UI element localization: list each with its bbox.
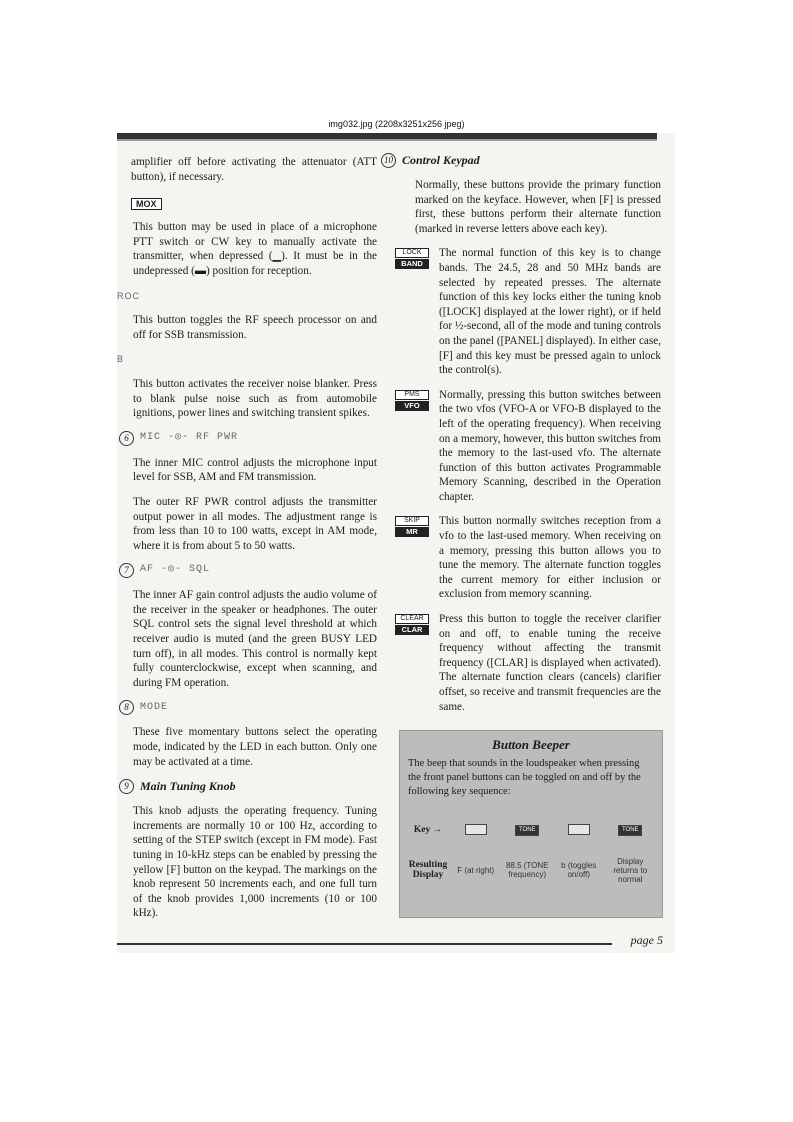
band-key: BAND	[395, 259, 429, 269]
mr-key: MR	[395, 527, 429, 537]
top-rule-shadow	[117, 139, 657, 141]
keypad-paragraph: Normally, these buttons provide the primary function marked on the keyface. However, when [F] is pressed first, these buttons perform their alternate function (marked in reverse letters above each key).	[415, 179, 661, 235]
nb-paragraph: This button activates the receiver noise blanker. Press to blank pulse noise such as from automobile ignitions, power lines and switching transient spikes.	[133, 377, 377, 420]
key-tone-1: TONE	[502, 824, 554, 836]
footer-rule	[117, 943, 612, 945]
right-column	[384, 151, 661, 724]
vfo-key-entry	[395, 388, 661, 505]
section-number: 8	[119, 700, 134, 715]
section-9-heading	[119, 779, 377, 794]
display-3: b (toggles on/off)	[561, 861, 597, 879]
mox-label: MOX	[131, 198, 162, 210]
mic-paragraph: The inner MIC control adjusts the microphone input level for SSB, AM and FM transmission.	[133, 456, 377, 484]
section-title: MODE	[140, 701, 169, 713]
band-key-entry	[395, 246, 661, 377]
section-title: MIC -◎- RF PWR	[140, 431, 239, 443]
band-paragraph: The normal function of this key is to change bands. The 24.5, 28 and 50 MHz bands are selected by repeated presses. The alternate function of this key locks either the tuning knob ([LOCK] displayed at the lower right), or if held for ½-second, all of the mode and tuning controls on the panel ([PANEL] displayed). In either case, [F] and this key must be pressed again to unlock the control(s).	[439, 247, 661, 377]
section-number: 10	[381, 153, 396, 168]
section-title: Main Tuning Knob	[140, 779, 236, 794]
key-header: Key →	[413, 825, 443, 835]
mr-paragraph: This button normally switches reception from a vfo to the last-used memory. When receiving on a memory, pressing this button allows you to tune the memory. The alternate function toggles the current memory for either inclusion or exclusion from memory scanning.	[439, 515, 661, 601]
section-title: AF -◎- SQL	[140, 564, 211, 576]
vfo-key-icon	[395, 390, 429, 411]
display-header: Resulting Display	[408, 860, 448, 880]
pms-key-alt: PMS	[395, 390, 429, 400]
beeper-display-row	[406, 847, 656, 893]
key-f-2	[553, 824, 605, 837]
nb-label: B	[117, 354, 125, 365]
knob-paragraph: This knob adjusts the operating frequency. Tuning increments are normally 10 or 100 Hz, according to setting of the STEP switch (except in FM mode). Fast tuning in 10-kHz steps can be enabled by pressing the yellow [F] button on the keypad. The markings on the knob represent 50 increments each, and one full turn of the knob provides 1,000 increments (10 or 100 kHz).	[133, 805, 377, 920]
clar-key-icon	[395, 614, 429, 635]
section-number: 9	[119, 779, 134, 794]
clar-key-entry	[395, 612, 661, 714]
button-beeper-box	[399, 730, 663, 918]
band-key-icon	[395, 248, 429, 269]
section-title: Control Keypad	[402, 153, 480, 168]
clar-paragraph: Press this button to toggle the receiver clarifier on and off, to enable tuning the receive frequency without affecting the transmit frequency ([CLAR] is displayed when activated). The alternate function clears (cancels) clarifier offset, so receive and transmit frequencies are the same.	[439, 613, 661, 713]
beeper-text: The beep that sounds in the loudspeaker when pressing the front panel buttons can be toggled on and off by the following key sequence:	[408, 758, 641, 797]
display-4: Display returns to normal	[613, 856, 648, 884]
af-paragraph: The inner AF gain control adjusts the audio volume of the receiver in the speaker or headphones. The outer SQL control sets the signal level threshold at which receiver audio is muted (and the green BUSY LED turn off), in all modes. This control is normally kept fully counterclockwise, except when scanning, and during FM operation.	[133, 589, 377, 689]
scanned-page	[117, 133, 675, 953]
clear-key-alt: CLEAR	[395, 614, 429, 624]
key-tone-2: TONE	[605, 824, 657, 836]
display-2: 88.5 (TONE frequency)	[505, 861, 549, 879]
rfpwr-paragraph: The outer RF PWR control adjusts the transmitter output power in all modes. The adjustment range is from less than 10 to 100 watts, except in AM mode, where it is from about 5 to 50 watts.	[133, 495, 377, 552]
proc-paragraph: This button toggles the RF speech processor on and off for SSB transmission.	[133, 314, 377, 341]
key-f-1	[450, 824, 502, 837]
left-column	[117, 155, 377, 931]
beeper-table	[406, 813, 656, 893]
section-10-heading	[381, 153, 661, 168]
beeper-title: Button Beeper	[492, 737, 570, 752]
beeper-key-row	[406, 813, 656, 847]
skip-key-alt: SKIP	[395, 516, 429, 526]
vfo-paragraph: Normally, pressing this button switches between the two vfos (VFO-A or VFO-B displayed to the left of the operating frequency). When receiving on a memory, however, this button switches from the memory to the last-used vfo. The alternate function of this button activates Programmable Memory Scanning, described in the Operation chapter.	[439, 388, 661, 503]
mox-paragraph: This button may be used in place of a microphone PTT switch or CW key to manually activate the transmitter, when depressed (▁). It must be in the undepressed (▬) position for reception.	[133, 221, 377, 277]
section-7-heading	[119, 563, 377, 578]
section-6-heading	[119, 431, 377, 446]
intro-paragraph: amplifier off before activating the attenuator (ATT button), if necessary.	[131, 156, 377, 183]
page-number: page 5	[630, 933, 663, 947]
section-8-heading	[119, 700, 377, 715]
mr-key-entry	[395, 514, 661, 602]
section-number: 6	[119, 431, 134, 446]
lock-key-alt: LOCK	[395, 248, 429, 258]
image-caption: img032.jpg (2208x3251x256 jpeg)	[328, 119, 465, 129]
clar-key: CLAR	[395, 625, 429, 635]
mode-paragraph: These five momentary buttons select the operating mode, indicated by the LED in each button. Only one may be activated at a time.	[133, 726, 377, 768]
proc-label: ROC	[117, 290, 140, 301]
mr-key-icon	[395, 516, 429, 537]
vfo-key: VFO	[395, 401, 429, 411]
section-number: 7	[119, 563, 134, 578]
display-1: F (at right)	[457, 865, 495, 875]
